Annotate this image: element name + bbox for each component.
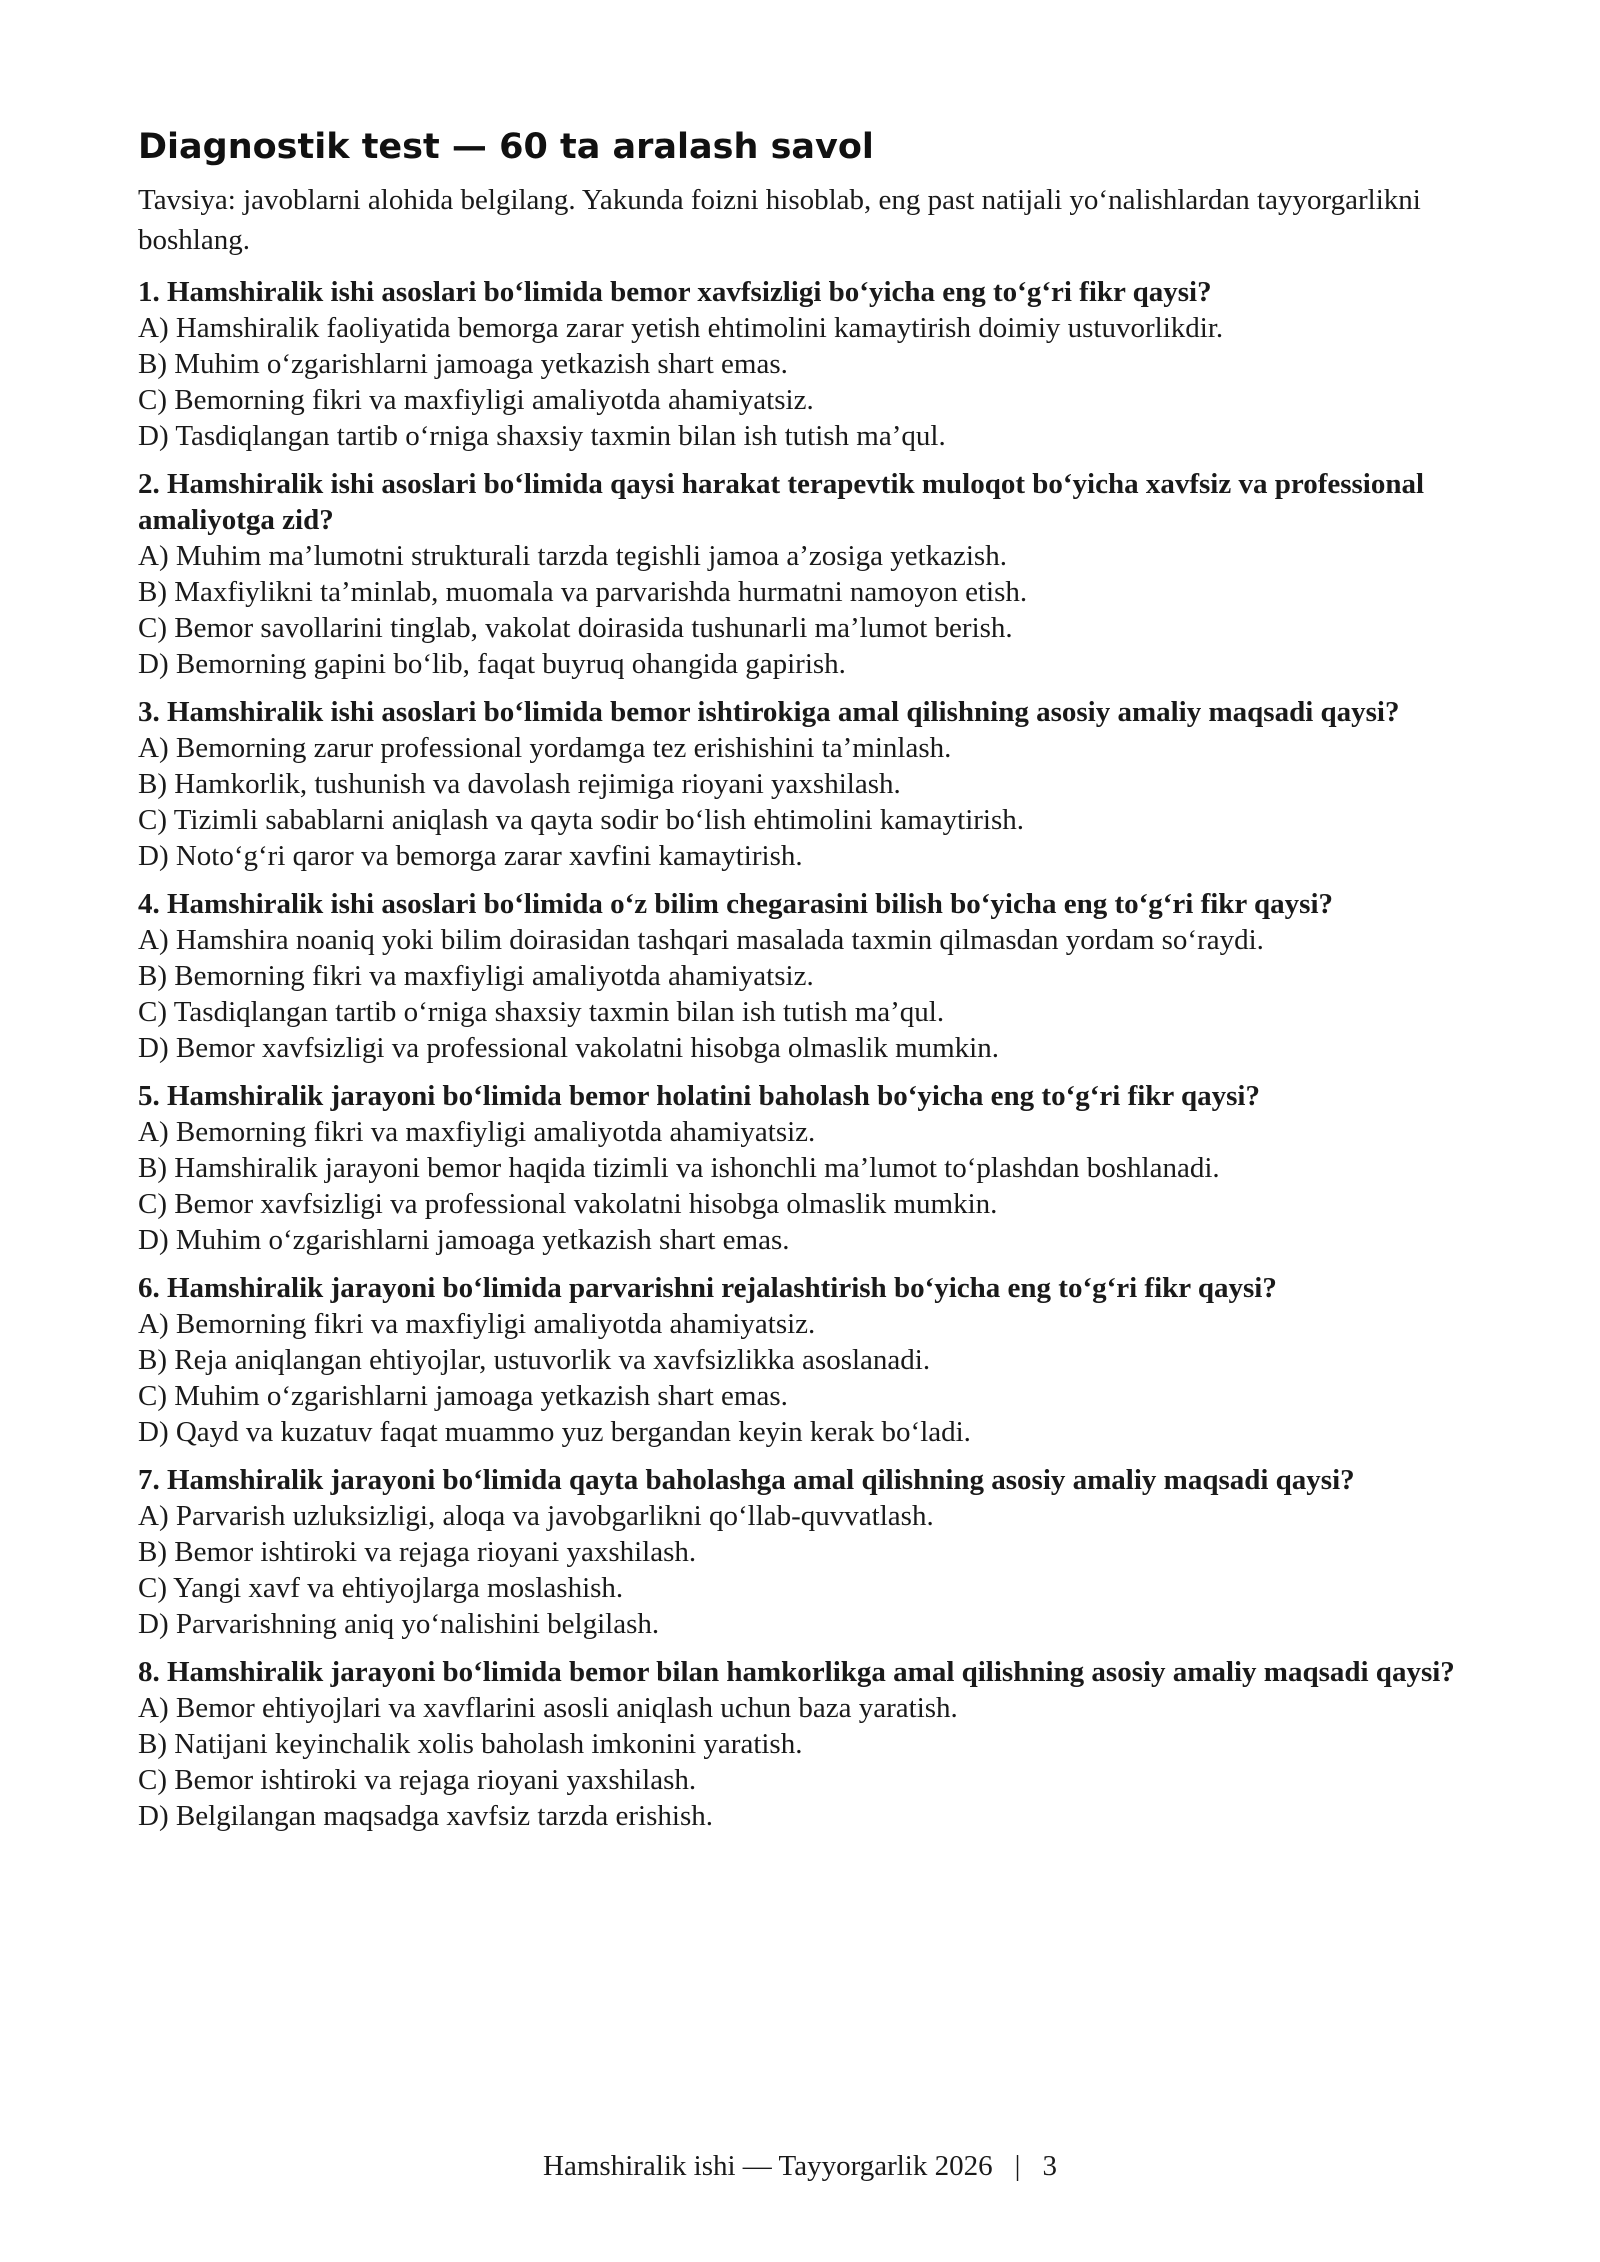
option-b: B) Bemor ishtiroki va rejaga rioyani yaxshilash. xyxy=(138,1536,697,1568)
question-number: 8. xyxy=(138,1656,160,1688)
question-3 xyxy=(138,694,1468,874)
option-d: D) Muhim o‘zgarishlarni jamoaga yetkazish shart emas. xyxy=(138,1224,790,1256)
option-a: A) Bemor ehtiyojlari va xavflarini asosli aniqlash uchun baza yaratish. xyxy=(138,1692,958,1724)
option-b: B) Natijani keyinchalik xolis baholash imkonini yaratish. xyxy=(138,1728,803,1760)
question-stem: Hamshiralik ishi asoslari bo‘limida o‘z bilim chegarasini bilish bo‘yicha eng to‘g‘ri fikr qaysi? xyxy=(167,888,1334,920)
question-7 xyxy=(138,1462,1468,1642)
option-b: B) Muhim o‘zgarishlarni jamoaga yetkazish shart emas. xyxy=(138,348,788,380)
option-d: D) Tasdiqlangan tartib o‘rniga shaxsiy taxmin bilan ish tutish ma’qul. xyxy=(138,420,946,452)
document-page xyxy=(138,122,1468,1846)
intro-text: Tavsiya: javoblarni alohida belgilang. Yakunda foizni hisoblab, eng past natijali yo‘nalishlardan tayyorgarlikni boshlang. xyxy=(138,184,1421,256)
option-c: C) Bemor ishtiroki va rejaga rioyani yaxshilash. xyxy=(138,1764,697,1796)
option-d: D) Noto‘g‘ri qaror va bemorga zarar xavfini kamaytirish. xyxy=(138,840,803,872)
page-number: 3 xyxy=(1042,2150,1057,2182)
question-stem: Hamshiralik ishi asoslari bo‘limida bemor ishtirokiga amal qilishning asosiy amaliy maqsadi qaysi? xyxy=(167,696,1400,728)
option-b: B) Hamshiralik jarayoni bemor haqida tizimli va ishonchli ma’lumot to‘plashdan boshlanadi. xyxy=(138,1152,1220,1184)
question-stem: Hamshiralik ishi asoslari bo‘limida qaysi harakat terapevtik muloqot bo‘yicha xavfsiz va professional amaliyotga zid? xyxy=(138,468,1425,536)
question-5 xyxy=(138,1078,1468,1258)
option-d: D) Bemor xavfsizligi va professional vakolatni hisobga olmaslik mumkin. xyxy=(138,1032,999,1064)
question-stem: Hamshiralik jarayoni bo‘limida parvarishni rejalashtirish bo‘yicha eng to‘g‘ri fikr qaysi? xyxy=(167,1272,1277,1304)
question-text xyxy=(138,886,1468,922)
question-number: 6. xyxy=(138,1272,160,1304)
option-d: D) Belgilangan maqsadga xavfsiz tarzda erishish. xyxy=(138,1800,713,1832)
option-a: A) Bemorning zarur professional yordamga tez erishishini ta’minlash. xyxy=(138,732,952,764)
question-text xyxy=(138,1462,1468,1498)
question-text xyxy=(138,1654,1468,1690)
question-text xyxy=(138,1078,1468,1114)
question-number: 5. xyxy=(138,1080,160,1112)
page-footer xyxy=(0,2146,1600,2186)
option-c: C) Bemorning fikri va maxfiyligi amaliyotda ahamiyatsiz. xyxy=(138,384,814,416)
question-6 xyxy=(138,1270,1468,1450)
option-a: A) Bemorning fikri va maxfiyligi amaliyotda ahamiyatsiz. xyxy=(138,1308,816,1340)
option-d: D) Qayd va kuzatuv faqat muammo yuz bergandan keyin kerak bo‘ladi. xyxy=(138,1416,971,1448)
option-a: A) Parvarish uzluksizligi, aloqa va javobgarlikni qo‘llab-quvvatlash. xyxy=(138,1500,934,1532)
option-d: D) Bemorning gapini bo‘lib, faqat buyruq ohangida gapirish. xyxy=(138,648,846,680)
question-stem: Hamshiralik jarayoni bo‘limida qayta baholashga amal qilishning asosiy amaliy maqsadi qaysi? xyxy=(167,1464,1355,1496)
question-number: 2. xyxy=(138,468,160,500)
question-text xyxy=(138,466,1468,538)
question-stem: Hamshiralik jarayoni bo‘limida bemor holatini baholash bo‘yicha eng to‘g‘ri fikr qaysi? xyxy=(167,1080,1260,1112)
question-text xyxy=(138,274,1468,310)
question-2 xyxy=(138,466,1468,682)
question-text xyxy=(138,1270,1468,1306)
question-4 xyxy=(138,886,1468,1066)
option-c: C) Bemor xavfsizligi va professional vakolatni hisobga olmaslik mumkin. xyxy=(138,1188,998,1220)
option-b: B) Hamkorlik, tushunish va davolash rejimiga rioyani yaxshilash. xyxy=(138,768,901,800)
option-b: B) Maxfiylikni ta’minlab, muomala va parvarishda hurmatni namoyon etish. xyxy=(138,576,1028,608)
option-c: C) Yangi xavf va ehtiyojlarga moslashish. xyxy=(138,1572,624,1604)
question-number: 4. xyxy=(138,888,160,920)
question-text xyxy=(138,694,1468,730)
option-d: D) Parvarishning aniq yo‘nalishini belgilash. xyxy=(138,1608,660,1640)
question-number: 1. xyxy=(138,276,160,308)
question-8 xyxy=(138,1654,1468,1834)
option-a: A) Hamshira noaniq yoki bilim doirasidan tashqari masalada taxmin qilmasdan yordam so‘raydi. xyxy=(138,924,1264,956)
question-stem: Hamshiralik jarayoni bo‘limida bemor bilan hamkorlikga amal qilishning asosiy amaliy maqsadi qaysi? xyxy=(167,1656,1455,1688)
option-b: B) Bemorning fikri va maxfiyligi amaliyotda ahamiyatsiz. xyxy=(138,960,814,992)
option-c: C) Tizimli sabablarni aniqlash va qayta sodir bo‘lish ehtimolini kamaytirish. xyxy=(138,804,1025,836)
question-1 xyxy=(138,274,1468,454)
option-b: B) Reja aniqlangan ehtiyojlar, ustuvorlik va xavfsizlikka asoslanadi. xyxy=(138,1344,931,1376)
option-c: C) Muhim o‘zgarishlarni jamoaga yetkazish shart emas. xyxy=(138,1380,788,1412)
footer-running-title: Hamshiralik ishi — Tayyorgarlik 2026 xyxy=(543,2150,993,2182)
option-a: A) Muhim ma’lumotni strukturali tarzda tegishli jamoa a’zosiga yetkazish. xyxy=(138,540,1007,572)
option-a: A) Hamshiralik faoliyatida bemorga zarar yetish ehtimolini kamaytirish doimiy ustuvorlikdir. xyxy=(138,312,1224,344)
option-c: C) Bemor savollarini tinglab, vakolat doirasida tushunarli ma’lumot berish. xyxy=(138,612,1013,644)
question-number: 7. xyxy=(138,1464,160,1496)
option-a: A) Bemorning fikri va maxfiyligi amaliyotda ahamiyatsiz. xyxy=(138,1116,816,1148)
page-title: Diagnostik test — 60 ta aralash savol xyxy=(138,127,874,167)
footer-separator: | xyxy=(1014,2150,1021,2182)
option-c: C) Tasdiqlangan tartib o‘rniga shaxsiy taxmin bilan ish tutish ma’qul. xyxy=(138,996,945,1028)
question-stem: Hamshiralik ishi asoslari bo‘limida bemor xavfsizligi bo‘yicha eng to‘g‘ri fikr qaysi? xyxy=(167,276,1212,308)
question-number: 3. xyxy=(138,696,160,728)
